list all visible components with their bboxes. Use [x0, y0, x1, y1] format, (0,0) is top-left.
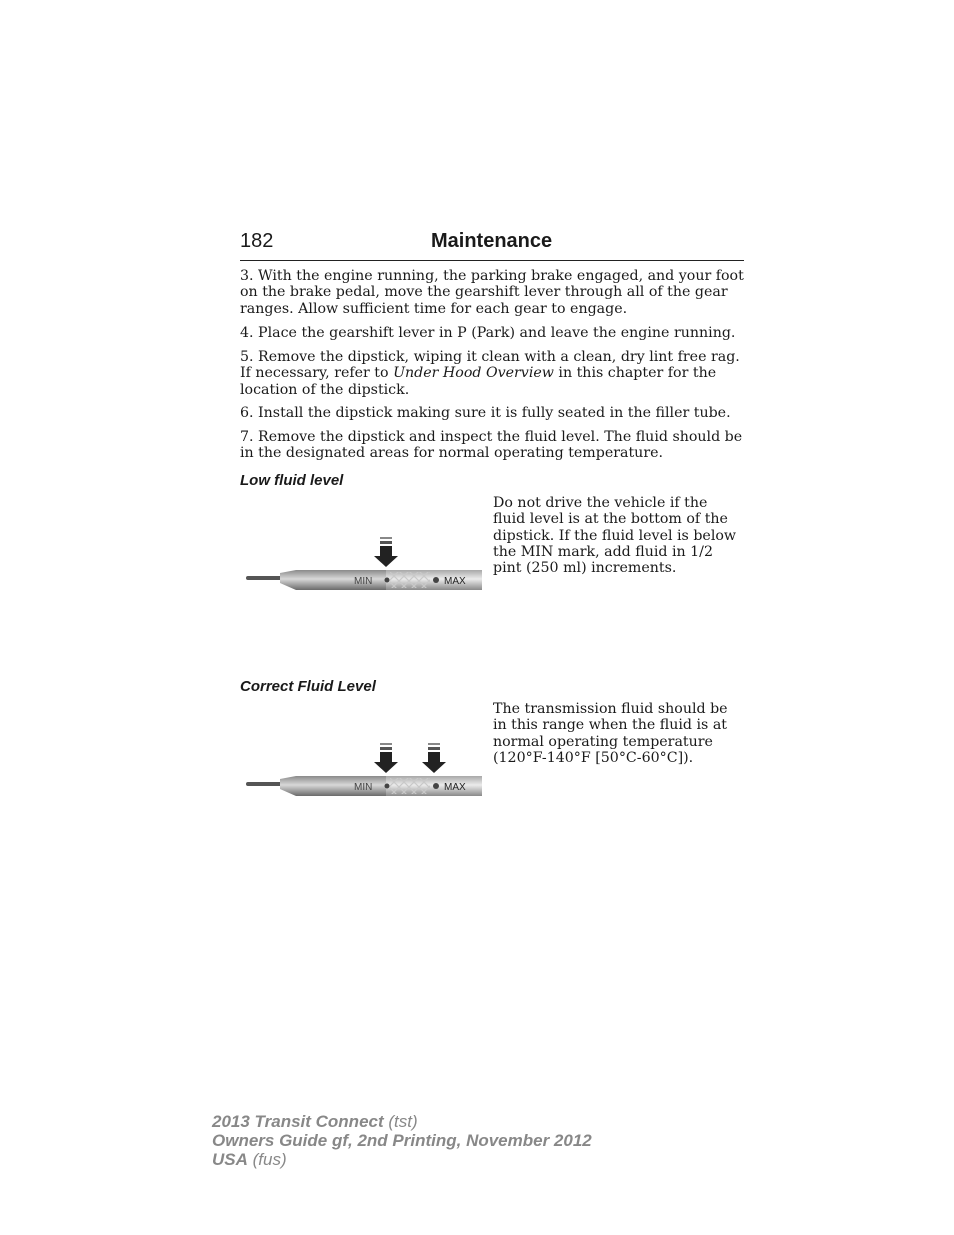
- correct-fluid-heading: Correct Fluid Level: [240, 678, 376, 695]
- correct-fluid-dipstick-illustration: [244, 742, 486, 802]
- footer-model-code: (tst): [388, 1112, 418, 1131]
- page-header: [240, 228, 744, 261]
- arrow-down-icon: [422, 743, 446, 773]
- under-hood-overview-reference: Under Hood Overview: [393, 365, 554, 382]
- step-6-text: 6. Install the dipstick making sure it is fully seated in the filler tube.: [240, 405, 731, 421]
- min-label: MIN: [354, 576, 373, 587]
- step-3: [240, 268, 744, 317]
- footer-line-region: [212, 1150, 592, 1169]
- low-fluid-heading: Low fluid level: [240, 472, 344, 489]
- max-label: MAX: [444, 576, 466, 587]
- page-footer: [212, 1112, 592, 1169]
- step-6: [240, 405, 744, 421]
- footer-region: USA: [212, 1150, 248, 1169]
- step-7: [240, 429, 744, 462]
- step-4: [240, 325, 744, 341]
- footer-region-code: (fus): [252, 1150, 287, 1169]
- footer-guide: Owners Guide gf, 2nd Printing, November 2012: [212, 1131, 592, 1150]
- step-4-text: 4. Place the gearshift lever in P (Park) and leave the engine running.: [240, 325, 736, 341]
- min-label: MIN: [354, 782, 373, 793]
- page-number: 182: [240, 230, 274, 252]
- section-title: Maintenance: [431, 230, 553, 252]
- min-mark-dot: [385, 578, 390, 583]
- low-fluid-description: Do not drive the vehicle if the fluid level is at the bottom of the dipstick. If the fluid level is below the MIN mark, add fluid in 1/2 pint (250 ml) increments.: [493, 495, 737, 577]
- arrow-down-icon: [374, 743, 398, 773]
- max-mark-dot: [433, 783, 439, 789]
- step-5: [240, 349, 744, 398]
- step-3-text: 3. With the engine running, the parking brake engaged, and your foot on the brake pedal, move the gearshift lever through all of the gear ranges. Allow sufficient time for each gear to engage.: [240, 268, 744, 317]
- step-7-text: 7. Remove the dipstick and inspect the fluid level. The fluid should be in the designated areas for normal operating temperature.: [240, 429, 743, 462]
- arrow-down-icon: [374, 537, 398, 567]
- correct-fluid-description: The transmission fluid should be in this range when the fluid is at normal operating temperature (120°F-140°F [50°C-60°C]).: [493, 701, 728, 766]
- low-fluid-dipstick-illustration: [244, 536, 486, 596]
- max-mark-dot: [433, 577, 439, 583]
- max-label: MAX: [444, 782, 466, 793]
- min-mark-dot: [385, 784, 390, 789]
- step-5-text: [240, 349, 744, 398]
- step-5-text-before: 5. Remove the dipstick, wiping it clean with a clean, dry lint free rag. If necessary, refer to: [240, 349, 740, 382]
- footer-line-guide: [212, 1131, 592, 1150]
- step-5-text-after: in this chapter for the location of the dipstick.: [240, 365, 717, 398]
- footer-line-model: [212, 1112, 592, 1131]
- footer-model: 2013 Transit Connect: [212, 1112, 384, 1131]
